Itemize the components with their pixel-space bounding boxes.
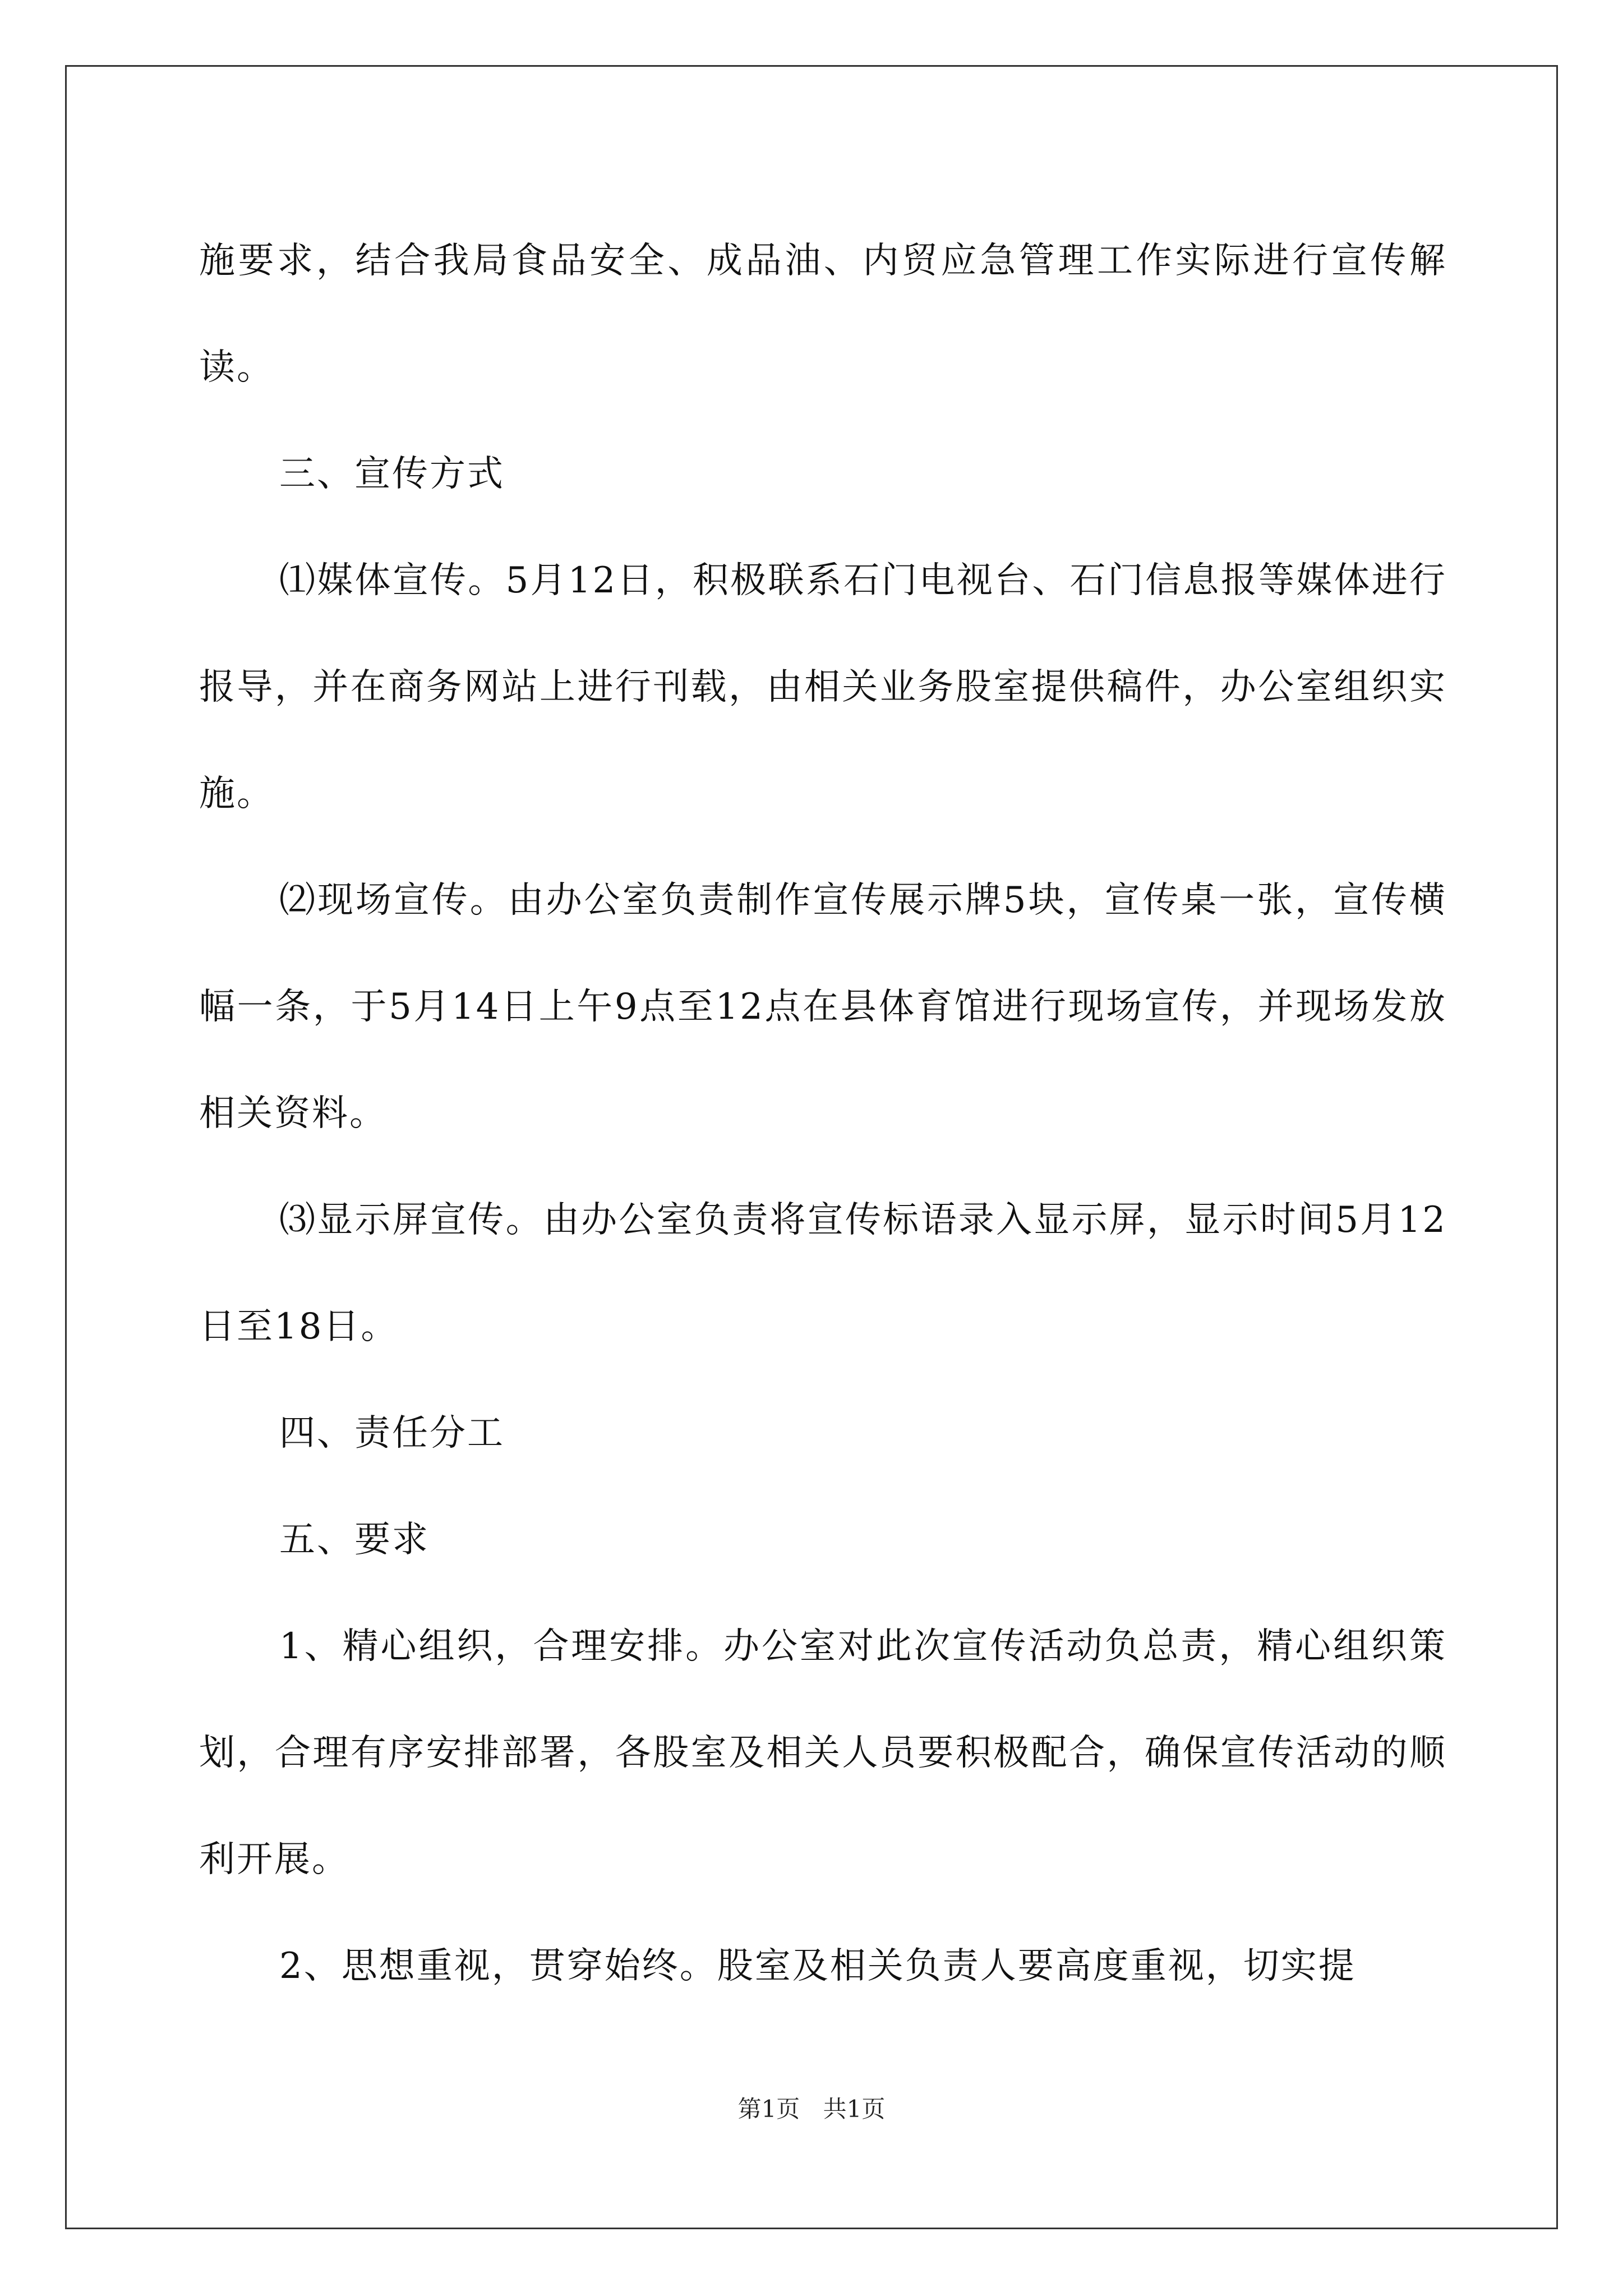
document-body bbox=[199, 208, 1447, 2019]
paragraph-continuation: 施要求，结合我局食品安全、成品油、内贸应急管理工作实际进行宣传解读。 bbox=[199, 240, 1447, 388]
page-total: 共1页 bbox=[823, 2095, 886, 2123]
section-heading-requirements: 五、要求 bbox=[279, 1519, 430, 1561]
page-footer bbox=[0, 2092, 1623, 2126]
paragraph-requirement-2: 2、思想重视，贯穿始终。股室及相关负责人要高度重视，切实提 bbox=[279, 1945, 1356, 1987]
section-heading-responsibilities: 四、责任分工 bbox=[279, 1412, 505, 1454]
paragraph-requirement-1: 1、精心组织，合理安排。办公室对此次宣传活动负总责，精心组织策划，合理有序安排部署，各股室及相关人员要积极配合，确保宣传活动的顺利开展。 bbox=[199, 1626, 1447, 1880]
paragraph-onsite-publicity: ⑵现场宣传。由办公室负责制作宣传展示牌5块，宣传桌一张，宣传横幅一条，于5月14日上午9点至12点在县体育馆进行现场宣传，并现场发放相关资料。 bbox=[199, 880, 1447, 1134]
section-heading-publicity-methods: 三、宣传方式 bbox=[279, 453, 505, 495]
page-number: 第1页 bbox=[737, 2095, 800, 2123]
paragraph-media-publicity: ⑴媒体宣传。5月12日，积极联系石门电视台、石门信息报等媒体进行报导，并在商务网站上进行刊载，由相关业务股室提供稿件，办公室组织实施。 bbox=[199, 560, 1447, 815]
paragraph-screen-publicity: ⑶显示屏宣传。由办公室负责将宣传标语录入显示屏，显示时间5月12日至18日。 bbox=[199, 1199, 1447, 1347]
